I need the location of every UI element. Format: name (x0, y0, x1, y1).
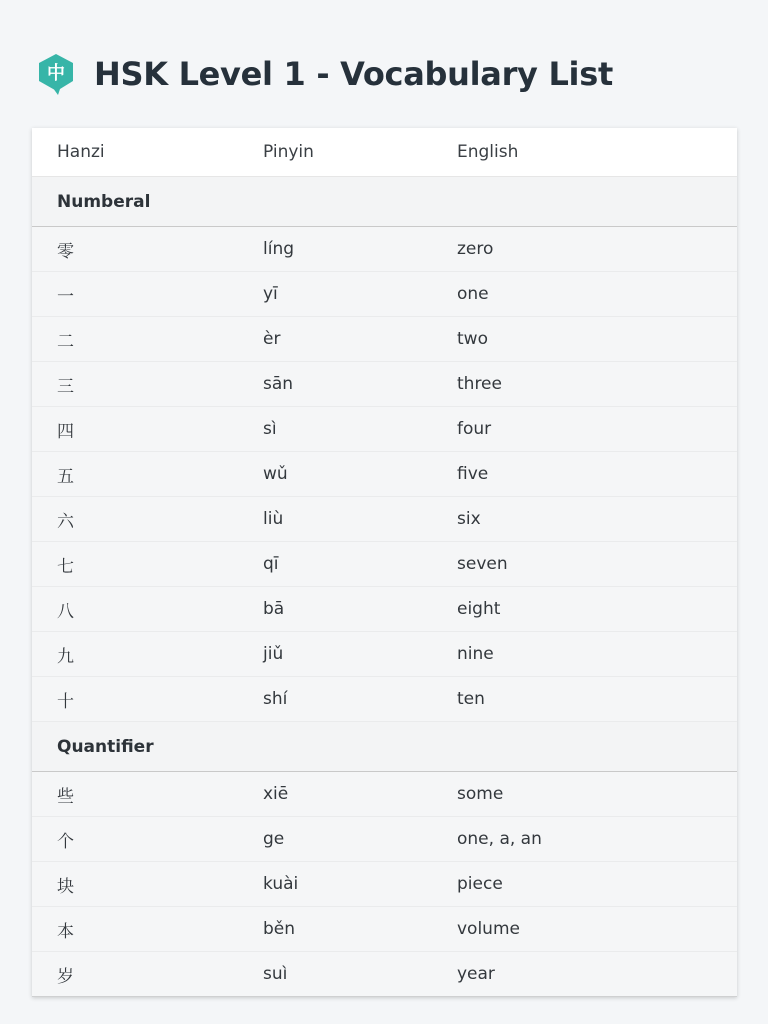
pinyin-cell: jiǔ (263, 632, 457, 677)
group-label: Quantifier (32, 722, 737, 772)
pinyin-cell: liù (263, 497, 457, 542)
table-row (32, 677, 737, 722)
table-row (32, 497, 737, 542)
table-row (32, 862, 737, 907)
table-row (32, 952, 737, 997)
english-cell: zero (457, 227, 737, 272)
english-cell: six (457, 497, 737, 542)
pinyin-cell: běn (263, 907, 457, 952)
hanzi-cell: 九 (32, 632, 263, 677)
english-cell: two (457, 317, 737, 362)
column-header-pinyin: Pinyin (263, 128, 457, 177)
hanzi-cell: 七 (32, 542, 263, 587)
pinyin-cell: yī (263, 272, 457, 317)
vocabulary-table-card (32, 128, 737, 997)
hanzi-cell: 十 (32, 677, 263, 722)
page-title: HSK Level 1 - Vocabulary List (94, 55, 613, 93)
english-cell: ten (457, 677, 737, 722)
english-cell: piece (457, 862, 737, 907)
table-row (32, 632, 737, 677)
hanzi-cell: 四 (32, 407, 263, 452)
column-header-english: English (457, 128, 737, 177)
pinyin-cell: èr (263, 317, 457, 362)
table-row (32, 542, 737, 587)
group-row (32, 722, 737, 772)
group-row (32, 177, 737, 227)
column-header-hanzi: Hanzi (32, 128, 263, 177)
english-cell: seven (457, 542, 737, 587)
group-label: Numberal (32, 177, 737, 227)
table-row (32, 362, 737, 407)
pinyin-cell: líng (263, 227, 457, 272)
hanzi-cell: 八 (32, 587, 263, 632)
pinyin-cell: kuài (263, 862, 457, 907)
pinyin-cell: suì (263, 952, 457, 997)
table-body (32, 177, 737, 997)
hanzi-cell: 个 (32, 817, 263, 862)
table-header-row (32, 128, 737, 177)
english-cell: three (457, 362, 737, 407)
hanzi-cell: 二 (32, 317, 263, 362)
hanzi-cell: 块 (32, 862, 263, 907)
pinyin-cell: sān (263, 362, 457, 407)
pinyin-cell: wǔ (263, 452, 457, 497)
hanzi-cell: 五 (32, 452, 263, 497)
logo-character: 中 (47, 63, 65, 84)
pinyin-cell: bā (263, 587, 457, 632)
english-cell: four (457, 407, 737, 452)
pinyin-cell: shí (263, 677, 457, 722)
table-row (32, 317, 737, 362)
hanzi-cell: 三 (32, 362, 263, 407)
pinyin-cell: qī (263, 542, 457, 587)
table-row (32, 907, 737, 952)
pinyin-cell: ge (263, 817, 457, 862)
english-cell: eight (457, 587, 737, 632)
pinyin-cell: xiē (263, 772, 457, 817)
english-cell: one, a, an (457, 817, 737, 862)
table-row (32, 772, 737, 817)
table-row (32, 452, 737, 497)
table-row (32, 587, 737, 632)
english-cell: one (457, 272, 737, 317)
hanzi-cell: 零 (32, 227, 263, 272)
english-cell: five (457, 452, 737, 497)
english-cell: volume (457, 907, 737, 952)
english-cell: some (457, 772, 737, 817)
vocabulary-table (32, 128, 737, 997)
logo-icon (36, 52, 76, 96)
hanzi-cell: 些 (32, 772, 263, 817)
pinyin-cell: sì (263, 407, 457, 452)
english-cell: nine (457, 632, 737, 677)
page-header (36, 52, 613, 96)
hanzi-cell: 岁 (32, 952, 263, 997)
english-cell: year (457, 952, 737, 997)
hanzi-cell: 六 (32, 497, 263, 542)
table-row (32, 227, 737, 272)
table-row (32, 272, 737, 317)
hanzi-cell: 一 (32, 272, 263, 317)
table-row (32, 407, 737, 452)
hanzi-cell: 本 (32, 907, 263, 952)
table-row (32, 817, 737, 862)
